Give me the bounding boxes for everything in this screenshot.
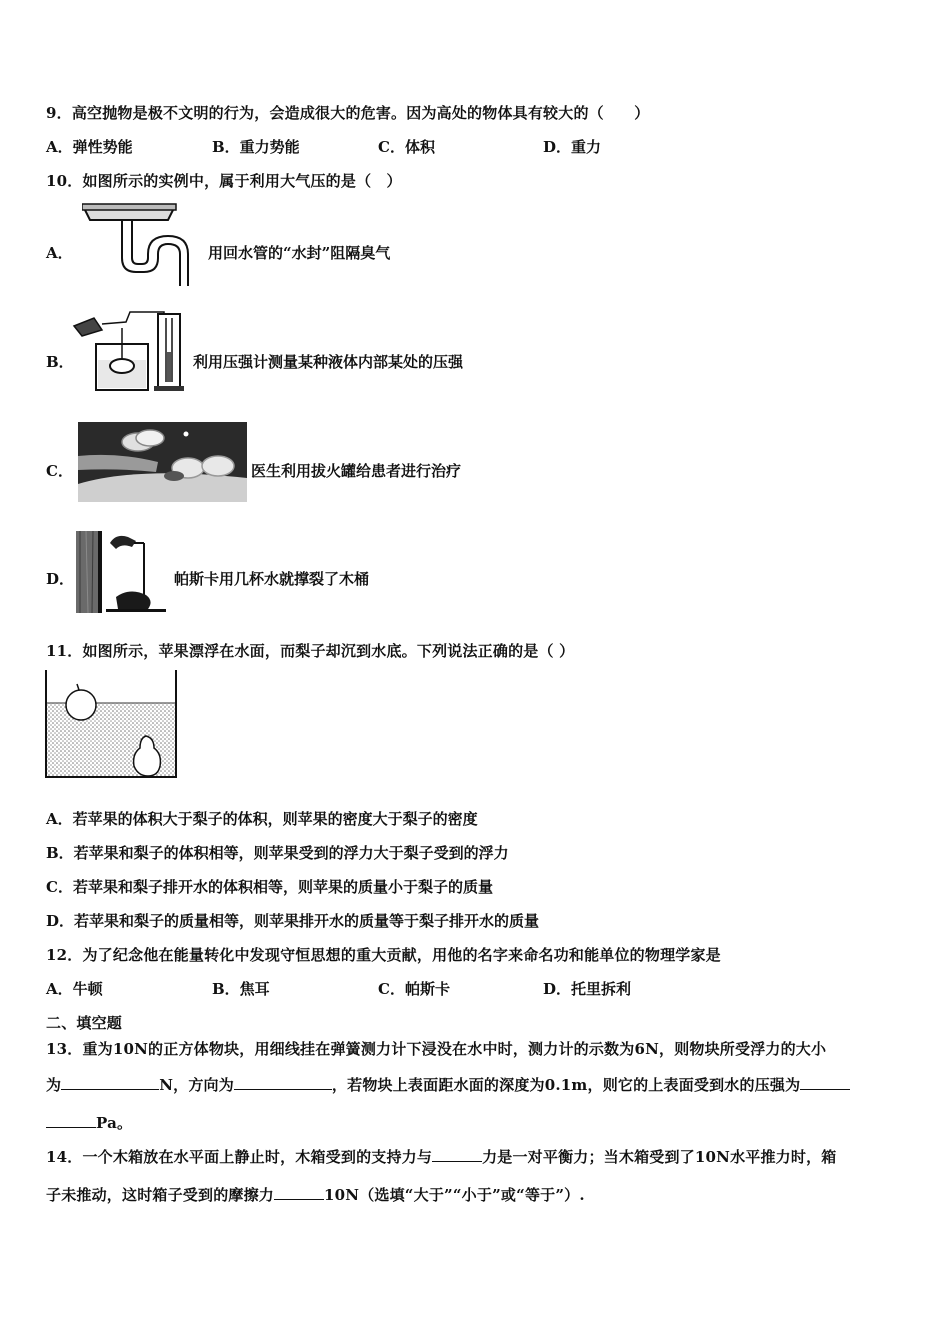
- q9-option-c: C．体积: [378, 138, 435, 156]
- q12-option-c: C．帕斯卡: [378, 980, 450, 998]
- q10-option-b-label: B．: [46, 353, 74, 371]
- q9-option-a: A．弹性势能: [46, 138, 133, 156]
- q13-text-a: 为: [46, 1076, 62, 1094]
- q14-text-d: 10N（选填“大于”“小于”或“等于”）.: [324, 1186, 585, 1204]
- q11-option-a: A．若苹果的体积大于梨子的体积，则苹果的密度大于梨子的密度: [46, 810, 478, 828]
- q10-stem: 10．如图所示的实例中，属于利用大气压的是（ ）: [46, 172, 402, 190]
- q13-blank-3[interactable]: [800, 1075, 850, 1090]
- q11-option-b: B．若苹果和梨子的体积相等，则苹果受到的浮力大于梨子受到的浮力: [46, 844, 509, 862]
- q13-line3: [46, 1112, 132, 1133]
- q14-line2: [46, 1184, 585, 1205]
- q14-text-c: 子未推动，这时箱子受到的摩擦力: [46, 1186, 275, 1204]
- q13-blank-1[interactable]: [61, 1075, 159, 1090]
- q10-option-d-label: D．: [46, 570, 75, 588]
- q10-option-c-text: 医生利用拔火罐给患者进行治疗: [251, 462, 462, 480]
- q9-option-d: D．重力: [543, 138, 602, 156]
- q9-stem: 9．高空抛物是极不文明的行为，会造成很大的危害。因为高处的物体具有较大的（ ）: [46, 104, 650, 122]
- q12-option-a: A．牛顿: [46, 980, 103, 998]
- q10-option-a-text: 用回水管的“水封”阻隔臭气: [208, 244, 391, 262]
- q13-text-d: Pa。: [96, 1114, 133, 1132]
- q10-option-a-label: A．: [46, 244, 73, 262]
- sink-trap-icon: [82, 202, 192, 288]
- section-title: 二、填空题: [46, 1014, 123, 1032]
- manometer-icon: [72, 308, 190, 392]
- q11-option-c: C．若苹果和梨子排开水的体积相等，则苹果的质量小于梨子的质量: [46, 878, 493, 896]
- q9-option-b: B．重力势能: [212, 138, 300, 156]
- q13-text-c: ，若物块上表面距水面的深度为0.1m，则它的上表面受到水的压强为: [331, 1076, 801, 1094]
- q14-blank-2[interactable]: [274, 1185, 324, 1200]
- apple-pear-container-icon: [44, 670, 178, 780]
- q11-stem: 11．如图所示，苹果漂浮在水面，而梨子却沉到水底。下列说法正确的是（ ）: [46, 642, 575, 660]
- q10-option-d-text: 帕斯卡用几杯水就撑裂了木桶: [174, 570, 370, 588]
- q12-stem: 12．为了纪念他在能量转化中发现守恒思想的重大贡献，用他的名字来命名功和能单位的物理学家是: [46, 946, 721, 964]
- q10-option-b-text: 利用压强计测量某种液体内部某处的压强: [193, 353, 464, 371]
- q12-option-d: D．托里拆利: [543, 980, 632, 998]
- q13-blank-3-cont[interactable]: [46, 1113, 96, 1128]
- q14-line1: [46, 1146, 836, 1167]
- q13-text-b: N，方向为: [159, 1076, 234, 1094]
- q13-line1: 13．重为10N的正方体物块，用细线挂在弹簧测力计下浸没在水中时，测力计的示数为6N，则物块所受浮力的大小: [46, 1040, 827, 1058]
- q13-line2: [46, 1074, 850, 1095]
- q14-text-a: 14．一个木箱放在水平面上静止时，木箱受到的支持力与: [46, 1148, 433, 1166]
- q13-blank-2[interactable]: [234, 1075, 332, 1090]
- q11-option-d: D．若苹果和梨子的质量相等，则苹果排开水的质量等于梨子排开水的质量: [46, 912, 540, 930]
- cupping-photo-icon: [78, 422, 247, 502]
- q14-text-b: 力是一对平衡力；当木箱受到了10N水平推力时，箱: [482, 1148, 837, 1166]
- pascal-barrel-icon: [76, 531, 172, 613]
- q10-option-c-label: C．: [46, 462, 73, 480]
- q14-blank-1[interactable]: [432, 1147, 482, 1162]
- q12-option-b: B．焦耳: [212, 980, 270, 998]
